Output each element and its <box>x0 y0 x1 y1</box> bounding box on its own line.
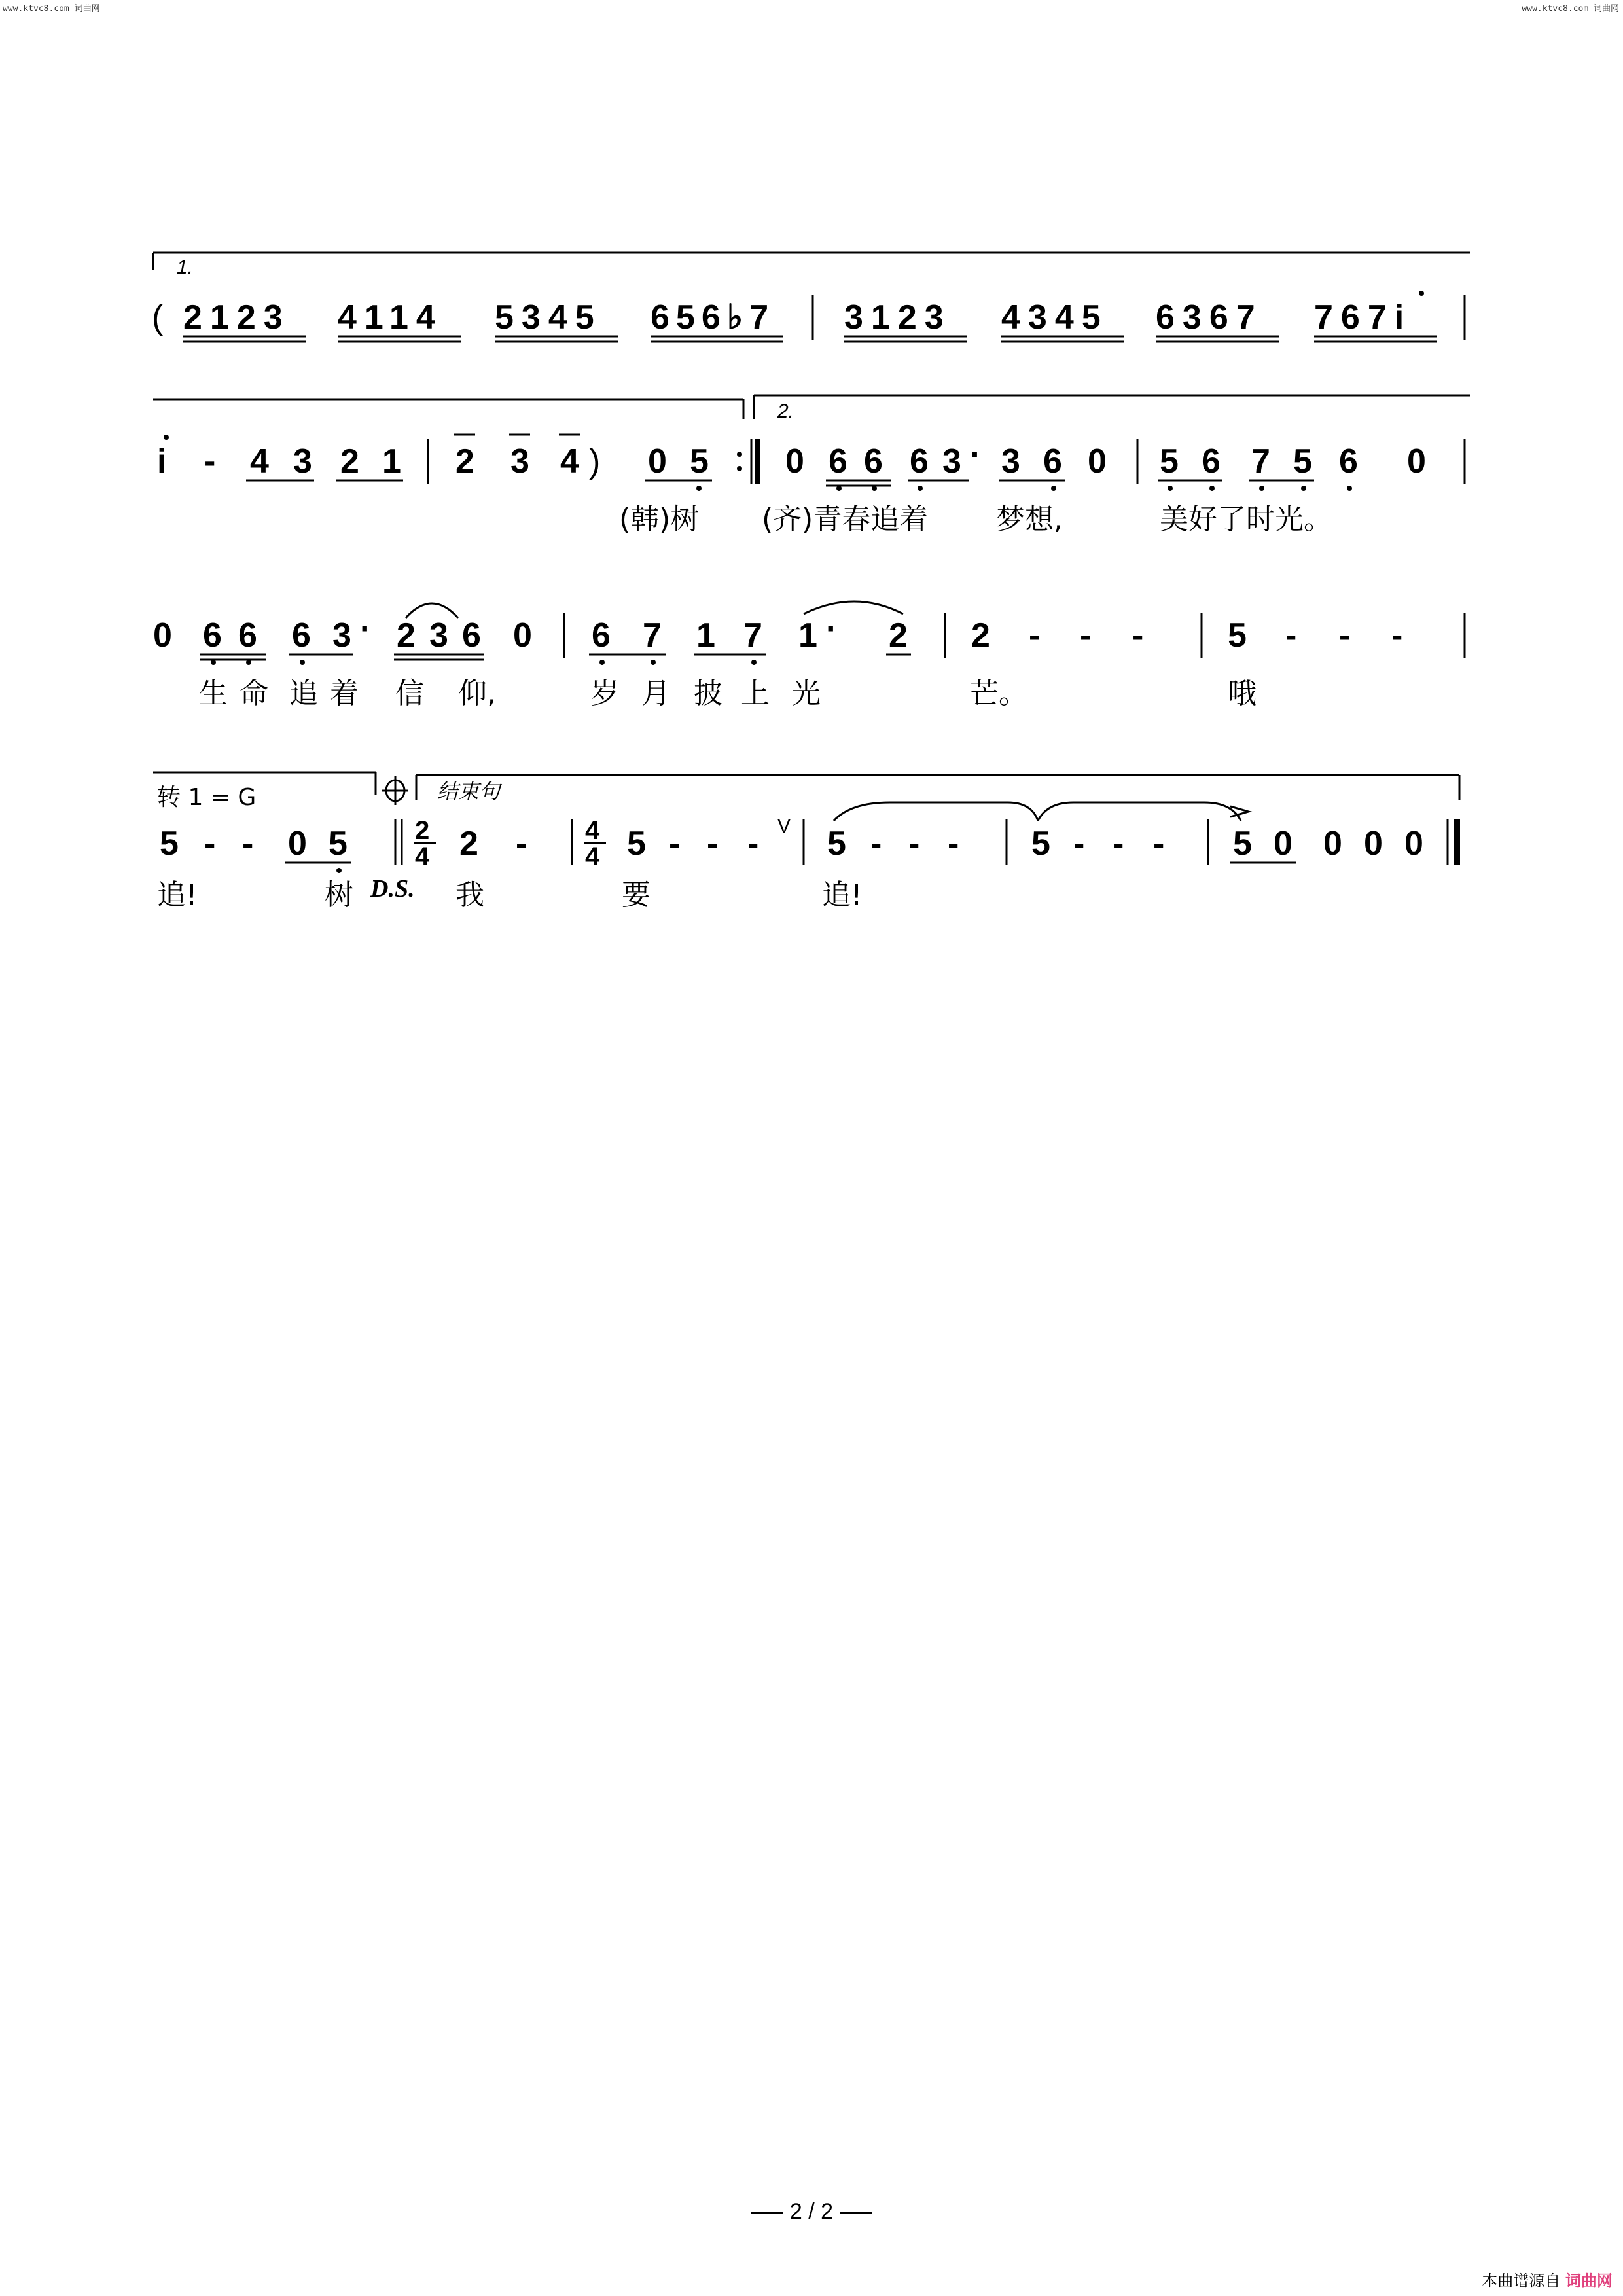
svg-text:·: · <box>826 610 838 648</box>
svg-text:0: 0 <box>1407 442 1426 480</box>
volta-2-label: 2. <box>777 401 794 422</box>
svg-text:0: 0 <box>1088 442 1107 480</box>
svg-text:1: 1 <box>696 617 715 655</box>
coda-icon <box>382 776 408 805</box>
credit-brand-link[interactable]: 词曲网 <box>1565 2272 1613 2290</box>
measure-2b: 4345 <box>1001 298 1109 336</box>
svg-text:(齐)青春追着: (齐)青春追着 <box>762 503 929 536</box>
svg-text:6: 6 <box>829 442 847 480</box>
svg-text:6: 6 <box>1339 442 1358 480</box>
measure-2a: 3123 <box>844 298 952 336</box>
ending-label: 结束句 <box>437 780 501 803</box>
svg-text:·: · <box>360 610 372 648</box>
svg-text:): ) <box>589 442 601 480</box>
svg-text:哦: 哦 <box>1228 677 1257 710</box>
svg-text:-: - <box>242 825 254 863</box>
svg-text:(韩)树: (韩)树 <box>619 503 700 536</box>
measure-1c: 5345 <box>495 298 602 336</box>
header-watermark-left: www.ktvc8.com 词曲网 <box>3 4 100 14</box>
svg-text:6: 6 <box>592 617 611 655</box>
svg-text:6: 6 <box>238 617 257 655</box>
svg-text:5: 5 <box>1031 825 1050 863</box>
svg-text:3: 3 <box>332 617 351 655</box>
measure-1b: 4114 <box>338 298 443 336</box>
svg-text:0: 0 <box>648 442 667 480</box>
svg-text:i: i <box>157 442 167 480</box>
svg-text:生: 生 <box>199 677 228 710</box>
svg-text:2: 2 <box>415 816 430 845</box>
svg-text:1: 1 <box>382 442 401 480</box>
svg-text:0: 0 <box>1274 825 1293 863</box>
svg-text:-: - <box>1339 617 1351 655</box>
key-change: 转 1 = G <box>157 784 257 811</box>
svg-text:着: 着 <box>330 677 359 710</box>
svg-text:0: 0 <box>513 617 532 655</box>
svg-text:仰,: 仰, <box>458 677 496 710</box>
svg-text:6: 6 <box>292 617 311 655</box>
svg-text:-: - <box>707 825 719 863</box>
svg-text:6: 6 <box>910 442 929 480</box>
volta-1-label: 1. <box>177 257 194 278</box>
svg-text:6: 6 <box>462 617 481 655</box>
svg-text:4: 4 <box>585 816 600 845</box>
svg-text:-: - <box>516 825 527 863</box>
svg-text:2: 2 <box>459 825 478 863</box>
svg-text:2: 2 <box>397 617 416 655</box>
svg-text:芒。: 芒。 <box>970 677 1027 710</box>
svg-text:4: 4 <box>560 442 579 480</box>
svg-text:上: 上 <box>741 677 770 710</box>
page-number: 2 / 2 <box>0 2199 1623 2225</box>
svg-text:-: - <box>870 825 882 863</box>
svg-text:4: 4 <box>250 442 269 480</box>
svg-text:1: 1 <box>798 617 817 655</box>
svg-text:4: 4 <box>415 842 430 871</box>
svg-text:7: 7 <box>1251 442 1270 480</box>
svg-text:5: 5 <box>160 825 179 863</box>
svg-text:0: 0 <box>1404 825 1423 863</box>
svg-text:·: · <box>970 436 982 474</box>
svg-text:-: - <box>747 825 759 863</box>
svg-text:-: - <box>1132 617 1144 655</box>
svg-text:-: - <box>908 825 920 863</box>
svg-text:3: 3 <box>429 617 448 655</box>
svg-text:追!: 追! <box>822 878 863 912</box>
svg-text:光: 光 <box>792 677 821 710</box>
svg-text:0: 0 <box>288 825 307 863</box>
svg-text:6: 6 <box>1043 442 1062 480</box>
svg-text:7: 7 <box>643 617 662 655</box>
system-2-beams <box>246 435 1314 486</box>
system-2-notes <box>157 435 1465 491</box>
measure-2d: 767i <box>1314 298 1412 336</box>
svg-text:5: 5 <box>1228 617 1247 655</box>
svg-text:-: - <box>204 825 216 863</box>
system-2-lyrics <box>619 503 1332 536</box>
svg-text:4: 4 <box>585 842 600 871</box>
svg-text:披: 披 <box>694 677 722 710</box>
svg-text:5: 5 <box>827 825 846 863</box>
svg-text:2: 2 <box>889 617 908 655</box>
svg-text:我: 我 <box>455 878 484 912</box>
breath-mark: V <box>777 816 791 837</box>
measure-1a: 2123 <box>183 298 291 336</box>
svg-text:0: 0 <box>153 617 172 655</box>
svg-text:-: - <box>1073 825 1085 863</box>
svg-text:追!: 追! <box>157 878 198 912</box>
ds-marking: D.S. <box>370 875 415 903</box>
measure-1d: 656♭7 <box>651 298 776 336</box>
svg-text:2: 2 <box>971 617 990 655</box>
time-signature-4-4 <box>584 816 606 871</box>
svg-text:-: - <box>1391 617 1403 655</box>
svg-text:-: - <box>1113 825 1124 863</box>
system-3-lyrics <box>199 677 1257 710</box>
svg-text:美好了时光。: 美好了时光。 <box>1160 503 1332 536</box>
svg-text:-: - <box>1285 617 1297 655</box>
svg-text:信: 信 <box>395 677 424 710</box>
source-credit <box>1482 2268 1613 2291</box>
svg-text:0: 0 <box>1323 825 1342 863</box>
svg-text:6: 6 <box>864 442 883 480</box>
svg-text:树: 树 <box>325 878 353 912</box>
svg-text:命: 命 <box>240 677 268 710</box>
svg-text:要: 要 <box>622 878 651 912</box>
svg-text:3: 3 <box>510 442 529 480</box>
svg-text:6: 6 <box>203 617 222 655</box>
svg-text:5: 5 <box>329 825 348 863</box>
svg-text:-: - <box>1080 617 1092 655</box>
header-watermark-right: www.ktvc8.com 词曲网 <box>1522 4 1619 14</box>
measure-2c: 6367 <box>1156 298 1263 336</box>
svg-text:3: 3 <box>942 442 961 480</box>
svg-text:0: 0 <box>785 442 804 480</box>
svg-text:7: 7 <box>743 617 762 655</box>
svg-text:3: 3 <box>1001 442 1020 480</box>
system-3-beams <box>200 655 911 660</box>
system-3 <box>153 601 1465 710</box>
svg-text:6: 6 <box>1202 442 1221 480</box>
svg-text:5: 5 <box>1293 442 1312 480</box>
system-4-lyrics <box>157 875 863 912</box>
svg-text:岁: 岁 <box>590 677 619 710</box>
credit-prefix: 本曲谱源自 <box>1482 2272 1561 2290</box>
svg-text:-: - <box>669 825 681 863</box>
open-paren: ( <box>152 298 164 336</box>
system-1 <box>152 253 1470 342</box>
svg-text:-: - <box>1153 825 1165 863</box>
svg-text:梦想,: 梦想, <box>996 503 1063 536</box>
svg-text:5: 5 <box>1233 825 1252 863</box>
svg-text:月: 月 <box>641 677 670 710</box>
svg-text:0: 0 <box>1364 825 1383 863</box>
svg-text:2: 2 <box>340 442 359 480</box>
svg-text:追: 追 <box>289 677 318 710</box>
system-4-notes <box>160 816 1457 873</box>
svg-text:5: 5 <box>690 442 709 480</box>
svg-text:-: - <box>948 825 959 863</box>
svg-text:3: 3 <box>293 442 312 480</box>
svg-text:5: 5 <box>627 825 646 863</box>
svg-text:-: - <box>1029 617 1041 655</box>
svg-text:2: 2 <box>455 442 474 480</box>
time-signature-2-4 <box>414 816 436 871</box>
system-2 <box>153 395 1470 536</box>
svg-text:5: 5 <box>1160 442 1179 480</box>
system-4 <box>153 772 1459 912</box>
octave-dot <box>1419 291 1424 296</box>
svg-text:-: - <box>204 442 216 480</box>
